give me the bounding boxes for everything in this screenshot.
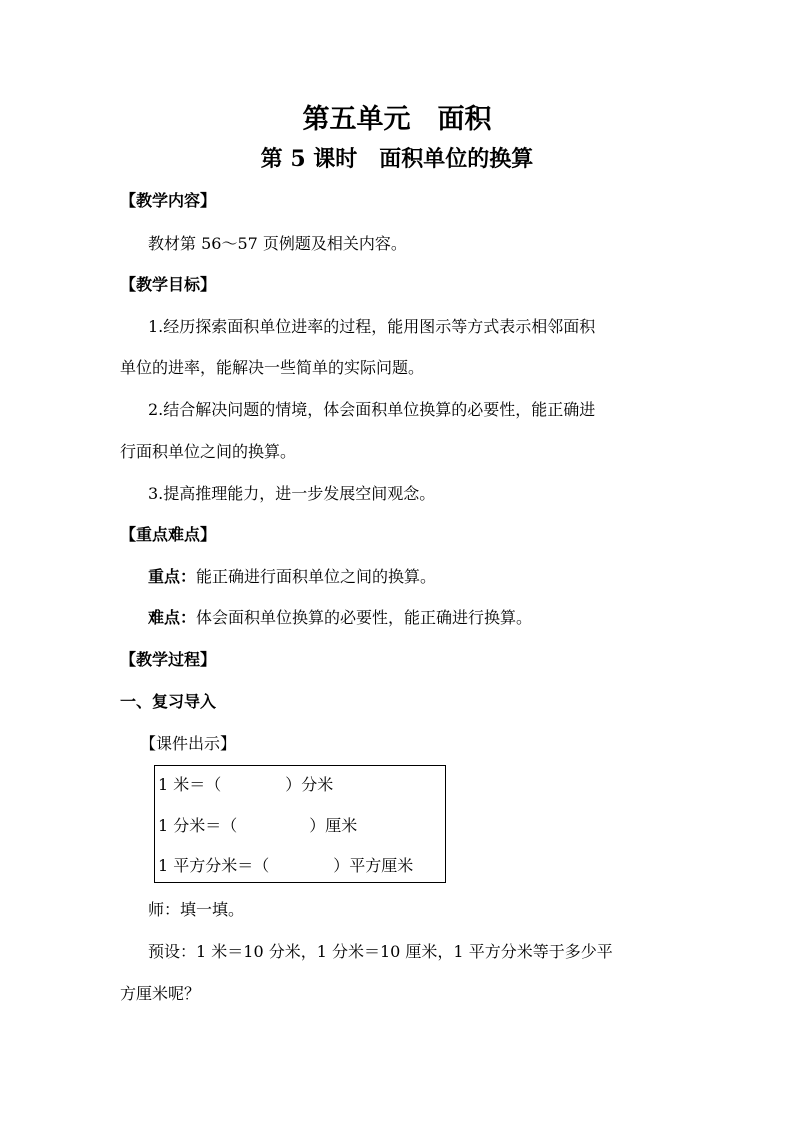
box-row-2-left: 1 分米＝（ [158,816,238,835]
difficulty-point-label: 难点： [148,608,197,627]
goal-3: 3.提高推理能力，进一步发展空间观念。 [148,484,436,503]
key-point-text: 能正确进行面积单位之间的换算。 [196,567,437,586]
box-row-1-right: ）分米 [285,775,334,794]
goal-2-line-1: 2.结合解决问题的情境，体会面积单位换算的必要性，能正确进 [148,400,596,419]
box-row-3-right: ）平方厘米 [333,856,414,875]
teaching-process-heading: 【教学过程】 [120,650,217,669]
key-point-label: 重点： [148,567,197,586]
key-point [148,565,436,589]
teaching-goals-heading: 【教学目标】 [120,275,217,294]
goal-1-line-1: 1.经历探索面积单位进率的过程，能用图示等方式表示相邻面积 [148,317,596,336]
goal-2-line-2: 行面积单位之间的换算。 [120,442,297,461]
courseware-box [154,765,446,883]
key-difficulty-heading: 【重点难点】 [120,525,217,544]
unit-title: 第五单元 面积 [302,104,492,135]
teaching-content-text: 教材第 56～57 页例题及相关内容。 [148,234,407,253]
goal-1-line-2: 单位的进率，能解决一些简单的实际问题。 [120,358,425,377]
box-row-2 [158,814,357,838]
courseware-label: 【课件出示】 [140,734,237,753]
box-row-3-left: 1 平方分米＝（ [158,856,270,875]
part-1-heading: 一、复习导入 [120,692,217,711]
preset-line-1: 预设：1 米＝10 分米，1 分米＝10 厘米，1 平方分米等于多少平 [148,942,613,961]
teacher-prompt: 师：填一填。 [148,900,245,919]
box-row-1 [158,773,333,797]
preset-line-2: 方厘米呢？ [120,984,201,1003]
lesson-title: 第 5 课时 面积单位的换算 [260,146,534,172]
box-row-2-right: ）厘米 [309,816,358,835]
difficulty-point [148,606,532,630]
box-row-3 [158,854,413,878]
teaching-content-heading: 【教学内容】 [120,191,217,210]
box-row-1-left: 1 米＝（ [158,775,222,794]
difficulty-point-text: 体会面积单位换算的必要性，能正确进行换算。 [196,608,533,627]
